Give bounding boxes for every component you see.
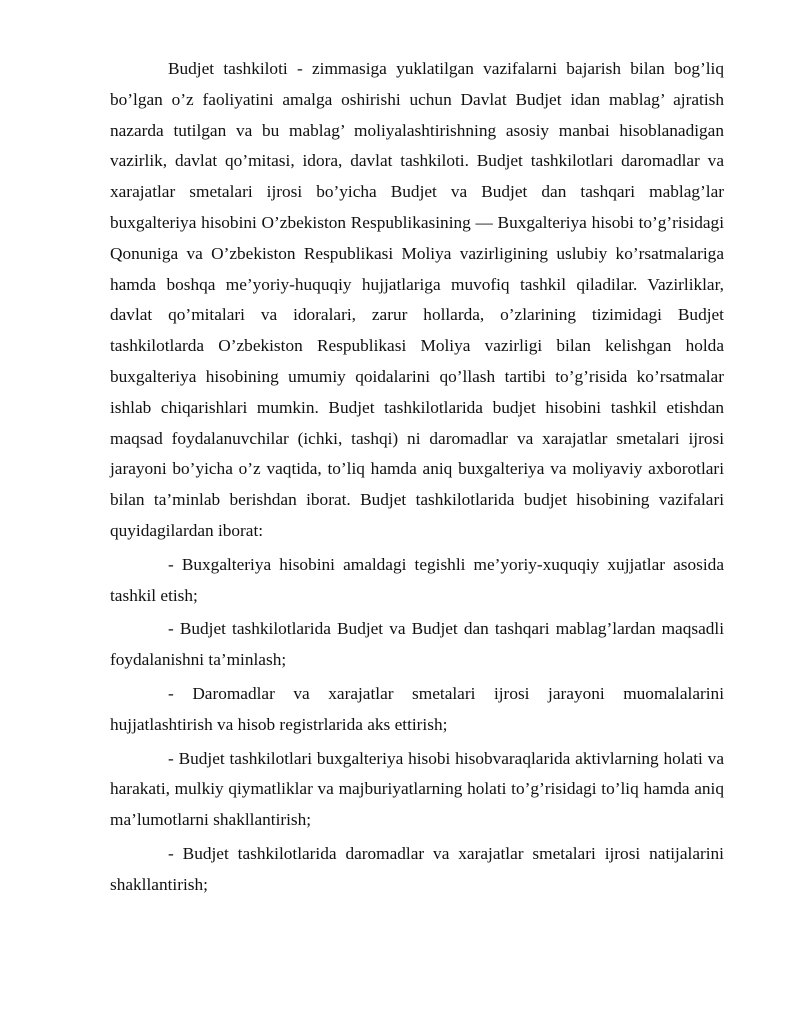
document-page [110,54,724,901]
list-item: - Budjet tashkilotlari buxgalteriya hisobi hisobvaraqlarida aktivlarning holati va harakati, mulkiy qiymatliklar va majburiyatlarning holati to’g’risidagi to’liq hamda aniq ma’lumotlarni shakllantirish; [110,748,724,830]
list-item: - Daromadlar va xarajatlar smetalari ijrosi jarayoni muomalalarini hujjatlashtirish va hisob registrlarida aks ettirish; [110,683,724,734]
list-item: - Buxgalteriya hisobini amaldagi tegishli me’yoriy-xuquqiy xujjatlar asosida tashkil etish; [110,554,724,605]
list-item: - Budjet tashkilotlarida Budjet va Budjet dan tashqari mablag’lardan maqsadli foydalanishni ta’minlash; [110,619,724,670]
list-item: - Budjet tashkilotlarida daromadlar va xarajatlar smetalari ijrosi natijalarini shakllantirish; [110,843,724,894]
intro-paragraph: Budjet tashkiloti - zimmasiga yuklatilgan vazifalarni bajarish bilan bog’liq bo’lgan o’z faoliyatini amalga oshirishi uchun Davlat Budjet idan mablag’ ajratish nazarda tutilgan va bu mablag’ moliyalashtirishning asosiy manbai hisoblanadigan vazirlik, davlat qo’mitasi, idora, davlat tashkiloti. Budjet tashkilotlari daromadlar va xarajatlar smetalari ijrosi bo’yicha Budjet va Budjet dan tashqari mablag’lar buxgalteriya hisobini O’zbekiston Respublikasining — Buxgalteriya hisobi to’g’risidagi Qonuniga va O’zbekiston Respublikasi Moliya vazirligining uslubiy ko’rsatmalariga hamda boshqa me’yoriy-huquqiy hujjatlariga muvofiq tashkil qiladilar. Vazirliklar, davlat qo’mitalari va idoralari, zarur hollarda, o’zlarining tizimidagi Budjet tashkilotlarda O’zbekiston Respublikasi Moliya vazirligi bilan kelishgan holda buxgalteriya hisobining umumiy qoidalarini qo’llash tartibi to’g’risida ko’rsatmalar ishlab chiqarishlari mumkin. Budjet tashkilotlarida budjet hisobini tashkil etishdan maqsad foydalanuvchilar (ichki, tashqi) ni daromadlar va xarajatlar smetalari ijrosi jarayoni bo’yicha o’z vaqtida, to’liq hamda aniq buxgalteriya va moliyaviy axborotlari bilan ta’minlab berishdan iborat. Budjet tashkilotlarida budjet hisobining vazifalari quyidagilardan iborat: [110,59,724,540]
